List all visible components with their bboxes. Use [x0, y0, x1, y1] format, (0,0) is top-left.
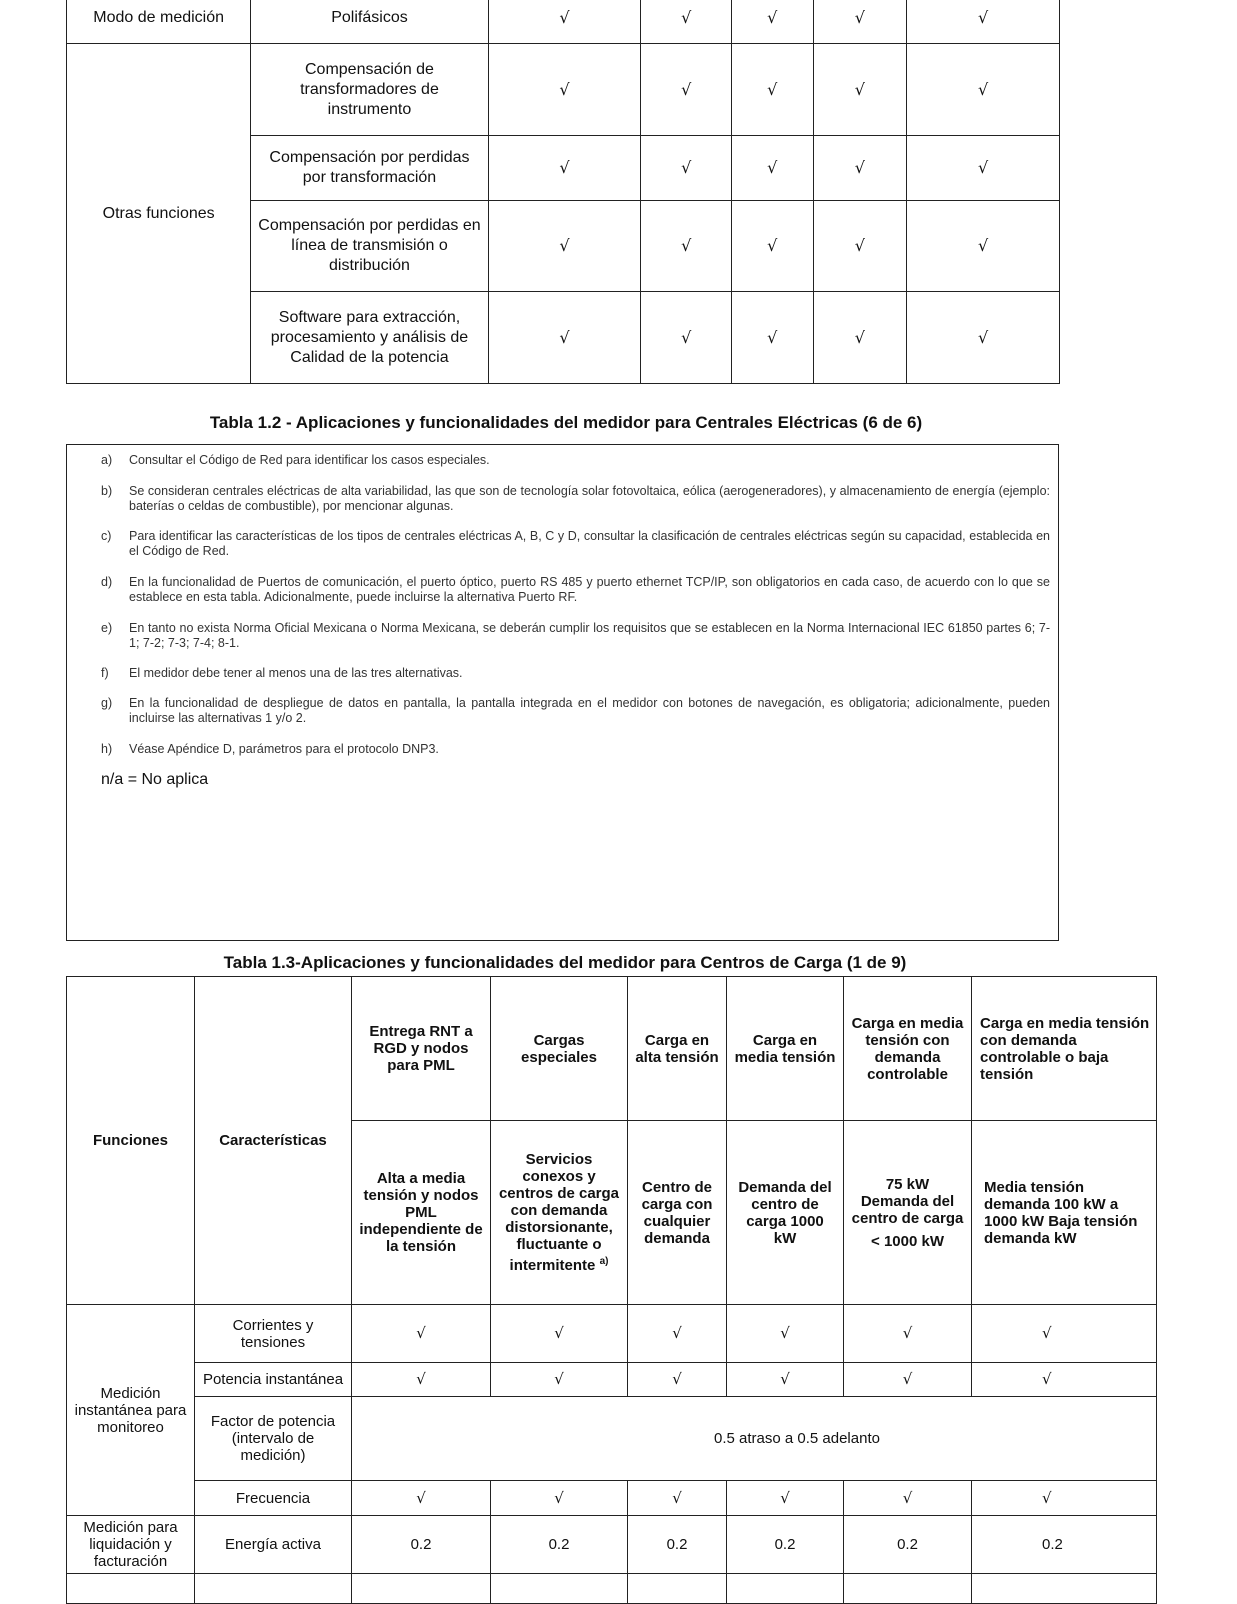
check-cell: √: [488, 201, 641, 292]
note-text: Se consideran centrales eléctricas de alta variabilidad, las que son de tecnología solar fotovoltaica, eólica (aerogeneradores), y almacenamiento de energía (ejemplo: baterías o celdas de combustible), por mencionar algunas.: [129, 484, 1050, 513]
condition-cell: [844, 1121, 972, 1305]
table-row: [67, 1516, 1157, 1574]
feature-cell: Frecuencia: [195, 1481, 352, 1516]
note-text: En tanto no exista Norma Oficial Mexicana o Norma Mexicana, se deberán cumplir los requisitos que se establecen en la Norma Internacional IEC 61850 partes 6; 7-1; 7-2; 7-3; 7-4; 8-1.: [129, 621, 1050, 650]
check-cell: √: [488, 0, 641, 44]
condition-cell: Demanda del centro de carga 1000 kW: [727, 1121, 844, 1305]
note-text: El medidor debe tener al menos una de las tres alternativas.: [129, 666, 463, 680]
check-cell: √: [628, 1305, 727, 1363]
check-cell: √: [813, 44, 907, 136]
check-cell: √: [732, 44, 813, 136]
functions-header: Funciones: [67, 977, 195, 1305]
note-letter: a): [101, 453, 113, 467]
function-cell: Modo de medición: [67, 0, 251, 44]
table-row: [67, 1363, 1157, 1397]
table-row: [67, 0, 1060, 44]
note-item: [101, 742, 1050, 757]
function-cell: Otras funciones: [67, 44, 251, 384]
group-cell: Medición instantánea para monitoreo: [67, 1305, 195, 1516]
empty-cell: [195, 1574, 352, 1604]
check-cell: √: [641, 0, 732, 44]
check-cell: √: [844, 1481, 972, 1516]
check-cell: √: [907, 0, 1060, 44]
check-cell: √: [727, 1363, 844, 1397]
app-header: Carga en media tensión con demanda controlable o baja tensión: [972, 977, 1157, 1121]
note-item: [101, 666, 1050, 681]
check-cell: √: [813, 0, 907, 44]
value-cell: 0.2: [844, 1516, 972, 1574]
table-row: [67, 1481, 1157, 1516]
check-cell: √: [972, 1305, 1157, 1363]
note-item: [101, 453, 1050, 468]
feature-cell: Software para extracción, procesamiento y análisis de Calidad de la potencia: [251, 292, 488, 384]
note-letter: e): [101, 621, 113, 635]
app-header: Carga en media tensión: [727, 977, 844, 1121]
check-cell: √: [732, 292, 813, 384]
note-letter: g): [101, 696, 113, 710]
table-row: [67, 1574, 1157, 1604]
app-header: Carga en alta tensión: [628, 977, 727, 1121]
check-cell: √: [628, 1481, 727, 1516]
check-cell: √: [844, 1363, 972, 1397]
feature-cell: Energía activa: [195, 1516, 352, 1574]
condition-text: 75 kW Demanda del centro de carga: [851, 1175, 964, 1227]
na-legend: n/a = No aplica: [101, 771, 209, 788]
empty-cell: [844, 1574, 972, 1604]
table-1-3: [66, 976, 1157, 1604]
check-cell: √: [813, 292, 907, 384]
check-cell: √: [844, 1305, 972, 1363]
feature-cell: Compensación por perdidas en línea de transmisión o distribución: [251, 201, 488, 292]
feature-cell: Factor de potencia (intervalo de medición): [195, 1397, 352, 1481]
check-cell: √: [907, 201, 1060, 292]
note-text: En la funcionalidad de Puertos de comunicación, el puerto óptico, puerto RS 485 y puerto ethernet TCP/IP, son obligatorios en cada caso, de acuerdo con lo que se establece en esta tabla. Adicionalmente, puede incluirse la alternativa Puerto RF.: [129, 575, 1050, 604]
check-cell: √: [641, 44, 732, 136]
check-cell: √: [488, 44, 641, 136]
condition-text: < 1000 kW: [871, 1232, 944, 1250]
empty-cell: [352, 1574, 491, 1604]
check-cell: √: [352, 1363, 491, 1397]
table-row: [67, 1305, 1157, 1363]
check-cell: √: [907, 136, 1060, 201]
note-item: [101, 484, 1050, 514]
table-row: [67, 1397, 1157, 1481]
value-cell: 0.2: [352, 1516, 491, 1574]
note-item: [101, 696, 1050, 726]
table-1-2-continuation: [66, 0, 1060, 384]
check-cell: √: [352, 1305, 491, 1363]
table-1-3-viewport: [66, 976, 1150, 1600]
condition-cell: Centro de carga con cualquier demanda: [628, 1121, 727, 1305]
condition-cell: [491, 1121, 628, 1305]
features-header: Características: [195, 977, 352, 1305]
value-cell: 0.2: [491, 1516, 628, 1574]
check-cell: √: [732, 0, 813, 44]
check-cell: √: [491, 1481, 628, 1516]
check-cell: √: [972, 1481, 1157, 1516]
check-cell: √: [641, 292, 732, 384]
check-cell: √: [727, 1305, 844, 1363]
note-letter: b): [101, 484, 113, 498]
check-cell: √: [641, 201, 732, 292]
table-caption: Tabla 1.2 - Aplicaciones y funcionalidades del medidor para Centrales Eléctricas (6 de 6): [209, 413, 923, 432]
empty-cell: [67, 1574, 195, 1604]
condition-cell: Media tensión demanda 100 kW a 1000 kW Baja tensión demanda kW: [972, 1121, 1157, 1305]
app-header: Cargas especiales: [491, 977, 628, 1121]
check-cell: √: [732, 136, 813, 201]
group-cell: Medición para liquidación y facturación: [67, 1516, 195, 1574]
empty-cell: [727, 1574, 844, 1604]
check-cell: √: [641, 136, 732, 201]
note-letter: f): [101, 666, 109, 680]
note-item: [101, 575, 1050, 605]
check-cell: √: [628, 1363, 727, 1397]
empty-cell: [972, 1574, 1157, 1604]
check-cell: √: [491, 1305, 628, 1363]
feature-cell: Potencia instantánea: [195, 1363, 352, 1397]
check-cell: √: [732, 201, 813, 292]
value-cell: 0.2: [628, 1516, 727, 1574]
check-cell: √: [491, 1363, 628, 1397]
app-header: Entrega RNT a RGD y nodos para PML: [352, 977, 491, 1121]
check-cell: √: [972, 1363, 1157, 1397]
table-row: [67, 44, 1060, 136]
feature-cell: Corrientes y tensiones: [195, 1305, 352, 1363]
check-cell: √: [727, 1481, 844, 1516]
condition-footnote: a): [599, 1256, 609, 1267]
spanned-value-cell: 0.5 atraso a 0.5 adelanto: [352, 1397, 1157, 1481]
note-text: Consultar el Código de Red para identificar los casos especiales.: [129, 453, 490, 467]
feature-cell: Polifásicos: [251, 0, 488, 44]
check-cell: √: [813, 201, 907, 292]
empty-cell: [491, 1574, 628, 1604]
note-text: En la funcionalidad de despliegue de datos en pantalla, la pantalla integrada en el medidor con botones de navegación, es obligatoria; adicionalmente, pueden incluirse las alternativas 1 y/o 2.: [129, 696, 1050, 725]
check-cell: √: [907, 292, 1060, 384]
check-cell: √: [813, 136, 907, 201]
note-item: [101, 621, 1050, 651]
note-text: Véase Apéndice D, parámetros para el protocolo DNP3.: [129, 742, 439, 756]
note-text: Para identificar las características de los tipos de centrales eléctricas A, B, C y D, consultar la clasificación de centrales eléctricas según su capacidad, establecida en el Código de Red.: [129, 529, 1050, 558]
note-letter: c): [101, 529, 112, 543]
check-cell: √: [352, 1481, 491, 1516]
note-item: [101, 529, 1050, 559]
table-caption: Tabla 1.3-Aplicaciones y funcionalidades del medidor para Centros de Carga (1 de 9): [223, 953, 907, 972]
feature-cell: Compensación de transformadores de instrumento: [251, 44, 488, 136]
condition-cell: Alta a media tensión y nodos PML independiente de la tensión: [352, 1121, 491, 1305]
check-cell: √: [907, 44, 1060, 136]
app-header: Carga en media tensión con demanda controlable: [844, 977, 972, 1121]
value-cell: 0.2: [972, 1516, 1157, 1574]
note-letter: h): [101, 742, 113, 756]
note-letter: d): [101, 575, 113, 589]
table-header-row: [67, 977, 1157, 1121]
feature-cell: Compensación por perdidas por transformación: [251, 136, 488, 201]
check-cell: √: [488, 292, 641, 384]
empty-cell: [628, 1574, 727, 1604]
value-cell: 0.2: [727, 1516, 844, 1574]
check-cell: √: [488, 136, 641, 201]
condition-text: Servicios conexos y centros de carga con demanda distorsionante, fluctuante o intermitente: [498, 1151, 620, 1274]
notes-box: [66, 444, 1059, 941]
